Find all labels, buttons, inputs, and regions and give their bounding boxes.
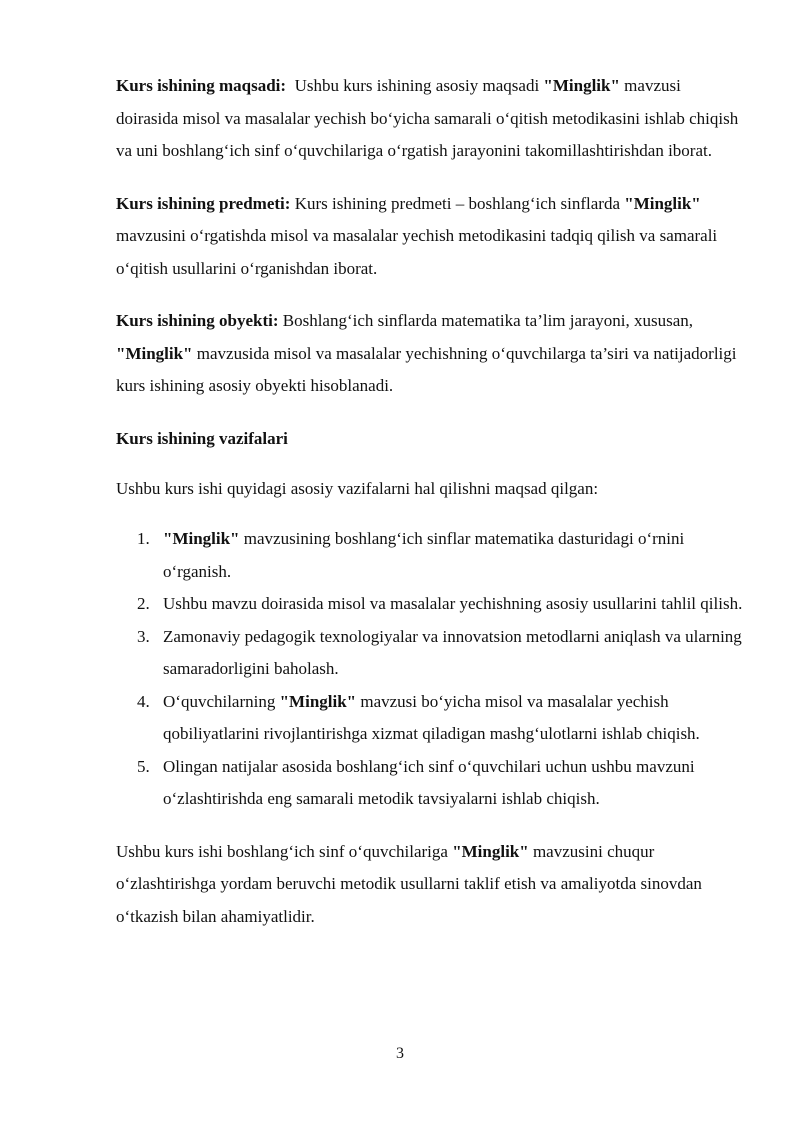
- list-item: [116, 751, 746, 816]
- list-item: [116, 523, 746, 588]
- list-number: 4.: [137, 691, 150, 711]
- list-number: 1.: [137, 529, 150, 548]
- task-text: mavzusi bo‘yicha misol va masalalar yechish qobiliyatlarini rivojlantirishga xizmat qiladigan mashg‘ulotlarni ishlab chiqish.: [163, 691, 700, 743]
- list-item: [116, 588, 746, 621]
- label-predmet: Kurs ishining predmeti:: [116, 193, 291, 213]
- topic-minglik: "Minglik": [543, 76, 620, 95]
- label-maqsad: Kurs ishining maqsadi:: [116, 76, 287, 95]
- task-text: Zamonaviy pedagogik texnologiyalar va innovatsion metodlarni aniqlash va ularning samaradorligini baholash.: [163, 626, 742, 678]
- task-text: Olingan natijalar asosida boshlang‘ich sinf o‘quvchilari uchun ushbu mavzuni o‘zlashtirishda eng samarali metodik tavsiyalarni ishlab chiqish.: [163, 756, 695, 808]
- task-text: Ushbu mavzu doirasida misol va masalalar yechishning asosiy usullarini tahlil qilish.: [163, 594, 743, 613]
- label-obyekt: Kurs ishining obyekti:: [116, 311, 279, 330]
- document-page: [116, 70, 746, 933]
- topic-minglik: "Minglik": [624, 193, 701, 213]
- obyekt-text-1: Boshlang‘ich sinflarda matematika ta’lim jarayoni, xususan,: [282, 311, 693, 330]
- predmet-text-2: mavzusini o‘rgatishda misol va masalalar yechish metodikasini tadqiq qilish va samarali o‘qitish usullarini o‘rganishdan iborat.: [116, 226, 718, 278]
- heading-vazifalar: Kurs ishining vazifalari: [116, 428, 288, 448]
- closing-text-1: Ushbu kurs ishi boshlang‘ich sinf o‘quvchilariga: [116, 841, 448, 861]
- maqsad-text-2: mavzusi doirasida misol va masalalar yechish bo‘yicha samarali o‘qitish metodikasini ishlab chiqish va uni boshlang‘ich sinf o‘quvchilariga o‘rgatish jarayonini takomillashtirishdan iborat.: [116, 76, 739, 160]
- topic-minglik: "Minglik": [452, 841, 529, 861]
- vazifalar-intro: Ushbu kurs ishi quyidagi asosiy vazifalarni hal qilishni maqsad qilgan:: [116, 478, 599, 498]
- page-number: 3: [396, 1045, 404, 1062]
- predmet-text-1: Kurs ishining predmeti – boshlang‘ich sinflarda: [294, 193, 620, 213]
- list-number: 3.: [137, 626, 150, 646]
- paragraph-maqsad: [116, 70, 746, 168]
- obyekt-text-2: mavzusida misol va masalalar yechishning o‘quvchilarga ta’siri va natijadorligi kurs ishining asosiy obyekti hisoblanadi.: [116, 343, 737, 395]
- topic-minglik: "Minglik": [116, 343, 193, 363]
- closing-paragraph: [116, 836, 746, 934]
- topic-minglik: "Minglik": [279, 691, 357, 711]
- topic-minglik: "Minglik": [163, 529, 240, 548]
- paragraph-obyekt: [116, 305, 746, 403]
- list-number: 2.: [137, 594, 150, 613]
- paragraph-predmet: [116, 188, 746, 286]
- task-list: [116, 523, 746, 816]
- task-text: O‘quvchilarning: [163, 691, 276, 711]
- closing-text-2: mavzusini chuqur o‘zlashtirishga yordam beruvchi metodik usullarni taklif etish va amaliyotda sinovdan o‘tkazish bilan ahamiyatlidir.: [116, 841, 702, 926]
- maqsad-text-1: Ushbu kurs ishining asosiy maqsadi: [294, 76, 540, 95]
- list-item: [116, 621, 746, 686]
- list-item: [116, 686, 746, 751]
- task-text: mavzusining boshlang‘ich sinflar matematika dasturidagi o‘rnini o‘rganish.: [163, 529, 685, 581]
- list-number: 5.: [137, 756, 150, 776]
